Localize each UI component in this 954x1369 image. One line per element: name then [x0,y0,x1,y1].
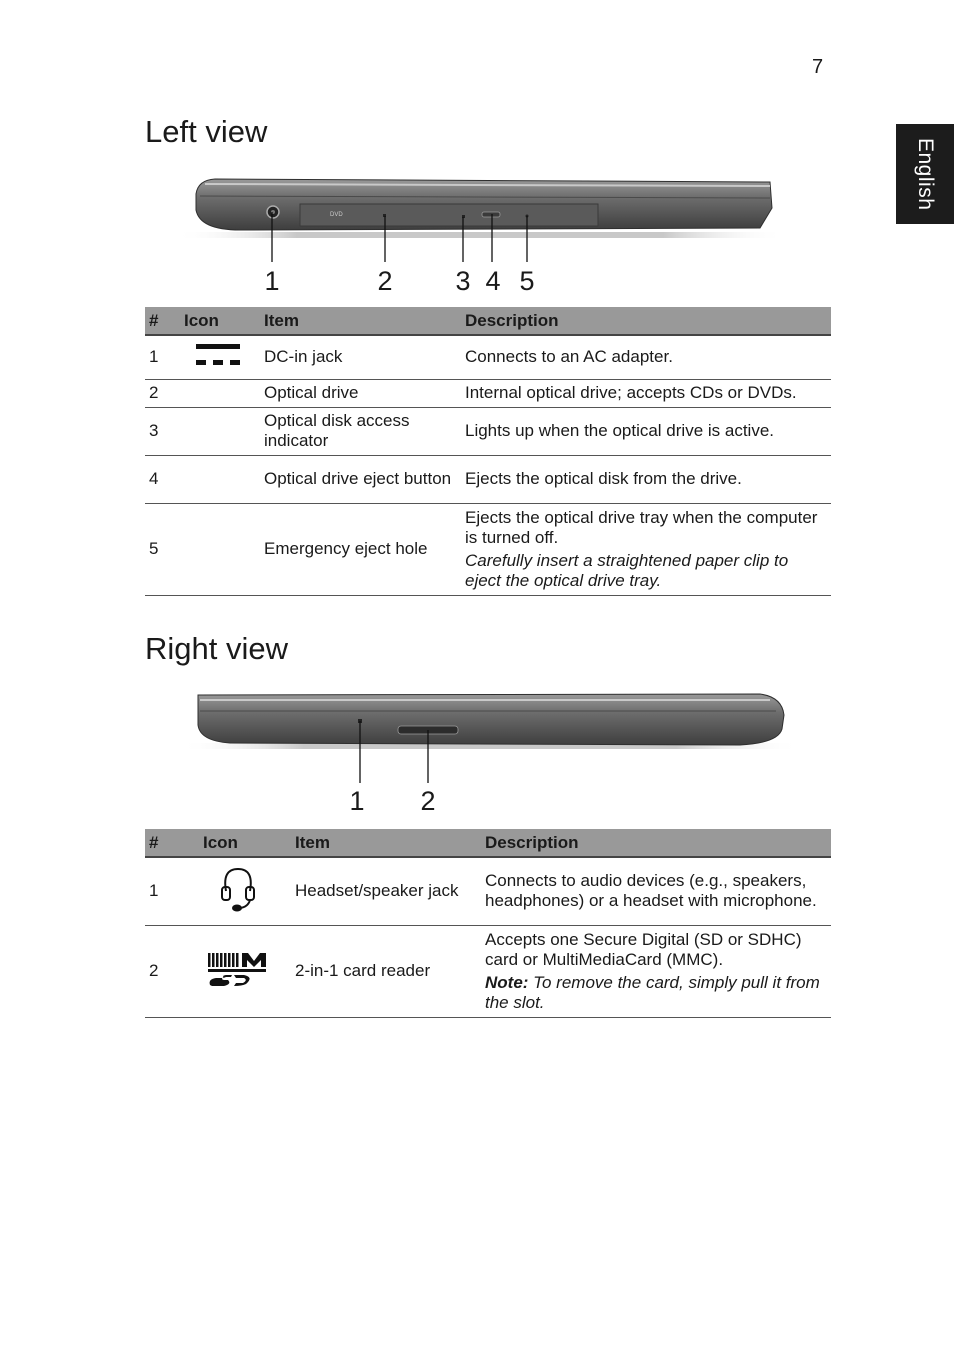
table-header-row [145,307,831,335]
left-callout-4: 4 [485,266,501,296]
row-note: Carefully insert a straightened paper clip to eject the optical drive tray. [465,550,789,590]
row-icon-cell [175,335,255,379]
row-note: To remove the card, simply pull it from the slot. [485,972,820,1012]
left-callout-3: 3 [455,266,471,296]
row-icon-cell [175,407,255,455]
row-item: Optical drive [255,379,456,407]
row-icon-cell [175,379,255,407]
row-icon-cell [185,857,286,925]
table-row [145,503,831,595]
right-view-title: Right view [145,631,288,666]
table-row [145,379,831,407]
row-item: Optical disk access indicator [255,407,456,455]
row-num: 5 [145,503,175,595]
row-item: Headset/speaker jack [286,857,476,925]
laptop-right-side-image [0,685,954,785]
header-icon: Icon [175,307,255,335]
row-description: Ejects the optical drive tray when the computer is turned off. [465,507,818,547]
headset-icon [218,863,258,915]
header-description: Description [476,829,831,857]
row-description: Internal optical drive; accepts CDs or DVDs. [456,379,831,407]
table-header-row [145,829,831,857]
left-callout-5: 5 [519,266,535,296]
row-num: 4 [145,455,175,503]
right-view-figure [0,685,954,785]
language-tab-label: English [914,137,937,211]
right-callout-1: 1 [349,786,365,816]
row-item: 2-in-1 card reader [286,925,476,1017]
laptop-left-side-image [0,170,954,270]
table-row [145,857,831,925]
row-description: Connects to audio devices (e.g., speakers, headphones) or a headset with microphone. [476,857,831,925]
row-num: 1 [145,335,175,379]
right-callout-2: 2 [420,786,436,816]
row-icon-cell [175,455,255,503]
row-description: Ejects the optical disk from the drive. [456,455,831,503]
left-view-table [145,307,831,596]
header-icon: Icon [185,829,286,857]
header-item: Item [255,307,456,335]
row-num: 2 [145,925,185,1017]
header-num: # [145,829,185,857]
svg-text:DVD: DVD [330,212,343,218]
left-callout-2: 2 [377,266,393,296]
table-row [145,455,831,503]
row-description: Connects to an AC adapter. [456,335,831,379]
dc-in-icon [194,341,242,369]
row-description-cell [456,503,831,595]
row-num: 1 [145,857,185,925]
sd-mmc-card-icon [206,949,270,989]
row-note-line [485,973,827,1013]
left-view-figure [0,170,954,270]
row-icon-cell [175,503,255,595]
row-num: 3 [145,407,175,455]
note-label: Note: [485,972,529,992]
row-item: Emergency eject hole [255,503,456,595]
row-item: Optical drive eject button [255,455,456,503]
row-icon-cell [185,925,286,1017]
left-view-title: Left view [145,114,268,149]
header-num: # [145,307,175,335]
row-description-cell [476,925,831,1017]
right-view-table [145,829,831,1018]
row-item: DC-in jack [255,335,456,379]
page-number: 7 [812,56,824,78]
table-row [145,925,831,1017]
left-callout-1: 1 [264,266,280,296]
row-description: Lights up when the optical drive is active. [456,407,831,455]
row-description: Accepts one Secure Digital (SD or SDHC) card or MultiMediaCard (MMC). [485,929,802,969]
header-description: Description [456,307,831,335]
header-item: Item [286,829,476,857]
row-num: 2 [145,379,175,407]
table-row [145,407,831,455]
table-row [145,335,831,379]
